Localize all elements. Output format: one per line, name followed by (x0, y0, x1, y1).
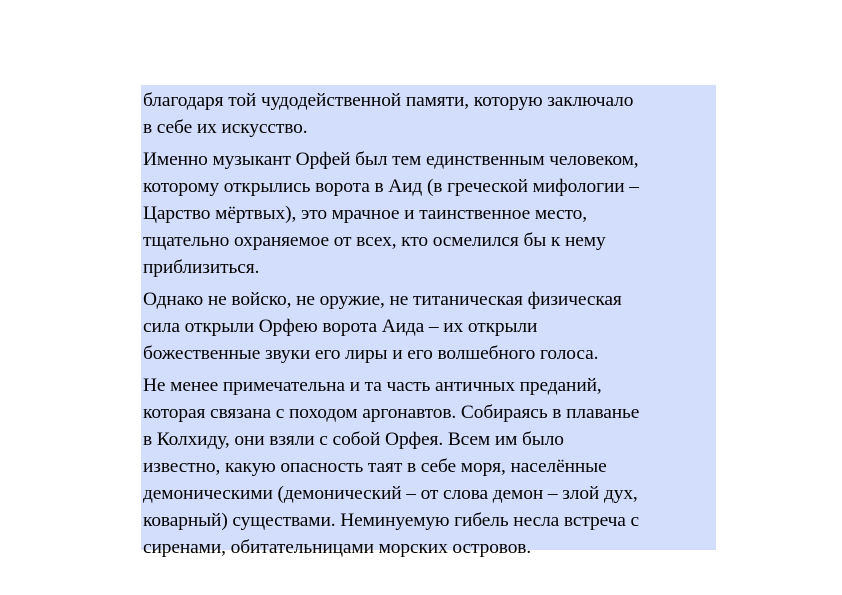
paragraph-4: Не менее примечательна и та часть античных преданий, которая связана с походом аргонавтов. Собираясь в плаванье в Колхиду, они взяли с собой Орфея. Всем им было известно, какую опасность таят в себе моря, населённые демоническими (демонический – от слова демон – злой дух, коварный) существами. Неминуемую гибель несла встреча с сиренами, обитательницами морских островов. (143, 375, 640, 558)
paragraph-3: Однако не войско, не оружие, не титаническая физическая сила открыли Орфею ворота Аида – их открыли божественные звуки его лиры и его волшебного голоса. (143, 289, 622, 364)
highlighted-text-block (141, 85, 716, 558)
paragraph-2: Именно музыкант Орфей был тем единственным человеком, которому открылись ворота в Аид (в греческой мифологии – Царство мёртвых), это мрачное и таинственное место, тщательно охраняемое от всех, кто осмелился бы к нему приблизиться. (143, 149, 639, 278)
paragraph-1: благодаря той чудодейственной памяти, которую заключало в себе их искусство. (143, 90, 634, 138)
